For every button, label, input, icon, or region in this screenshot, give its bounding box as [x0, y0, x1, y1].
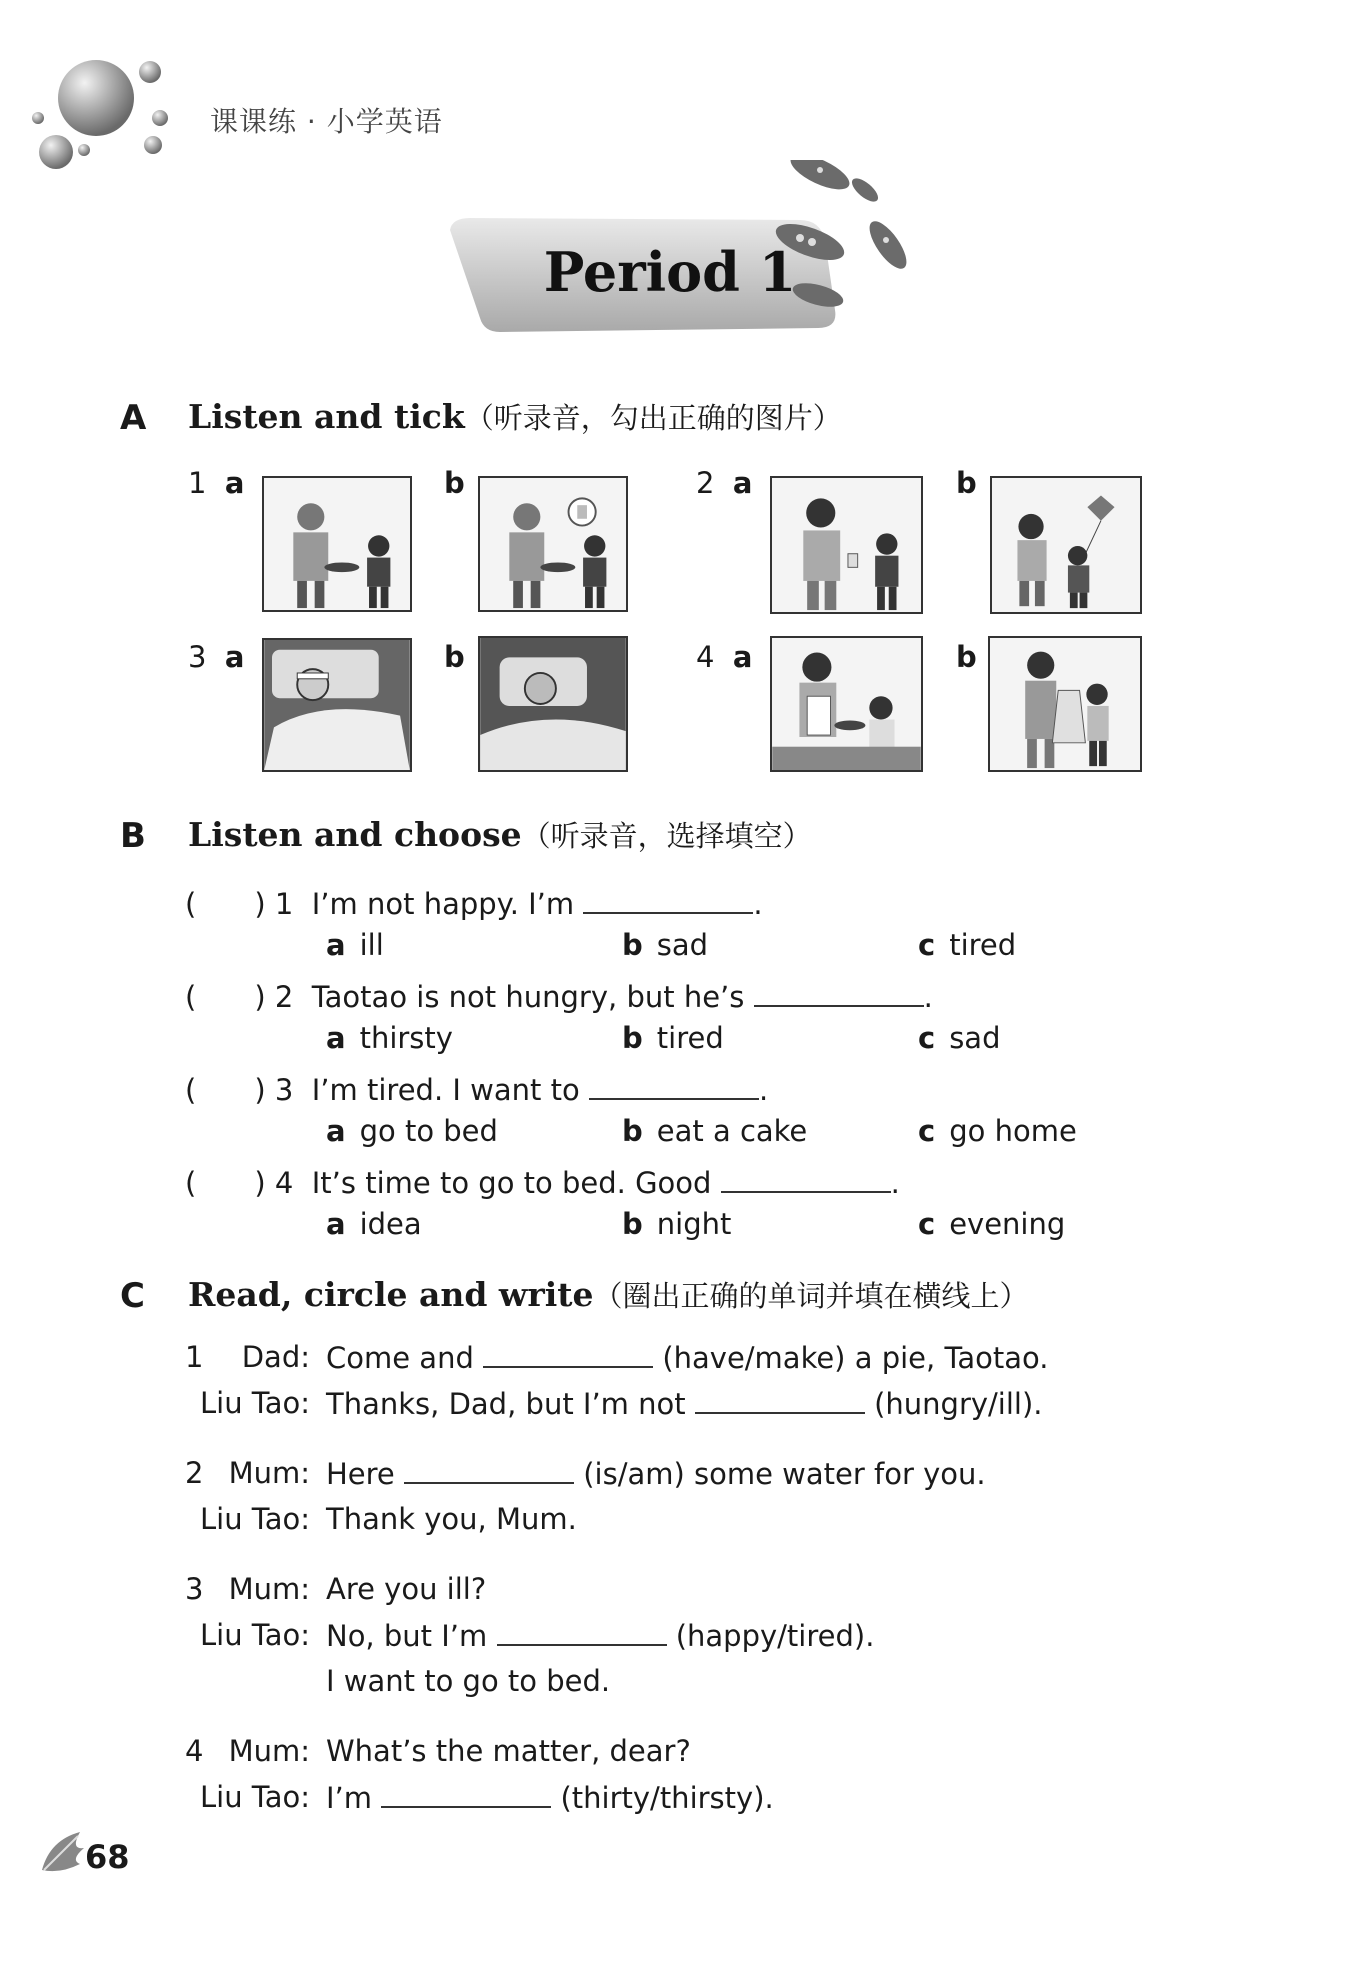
dialogue-line: No, but I’m (happy/tired). — [326, 1619, 875, 1653]
option-c[interactable]: c tired — [918, 928, 1017, 962]
page-number: 68 — [85, 1838, 130, 1876]
speaker: Mum: — [228, 1734, 310, 1768]
option-b[interactable]: b tired — [622, 1021, 724, 1055]
picture-1b[interactable] — [478, 476, 628, 612]
picture-4a[interactable] — [770, 636, 923, 772]
picture-2a[interactable] — [770, 476, 923, 614]
picture-4b[interactable] — [988, 636, 1142, 772]
dialogue-line: Come and (have/make) a pie, Taotao. — [326, 1341, 1049, 1375]
section-b-title-en: Listen and choose — [188, 815, 522, 854]
section-c-title-cn: （圈出正确的单词并填在横线上） — [593, 1279, 1029, 1313]
picture-3a[interactable] — [262, 638, 412, 772]
answer-blank[interactable] — [695, 1386, 865, 1414]
dialogue-3-number: 3 — [185, 1572, 204, 1606]
speaker: Mum: — [228, 1456, 310, 1490]
dialogue-line: Are you ill? — [326, 1572, 487, 1606]
option-label: b — [956, 466, 977, 500]
section-b-letter: B — [120, 816, 146, 856]
picture-3b[interactable] — [478, 636, 628, 772]
answer-blank[interactable] — [589, 1072, 759, 1100]
section-b-title-cn: （听录音，选择填空） — [521, 819, 812, 853]
page-title: Period 1 — [543, 240, 797, 304]
answer-blank[interactable] — [483, 1340, 653, 1368]
speaker: Liu Tao: — [200, 1386, 311, 1420]
section-a-title-en: Listen and tick — [188, 397, 465, 436]
option-c[interactable]: c evening — [918, 1207, 1066, 1241]
option-c[interactable]: c go home — [918, 1114, 1077, 1148]
bubbles-decoration — [28, 50, 178, 180]
dialogue-line: I want to go to bed. — [326, 1664, 611, 1698]
answer-blank[interactable] — [497, 1618, 667, 1646]
speaker: Mum: — [228, 1572, 310, 1606]
answer-blank[interactable] — [381, 1780, 551, 1808]
picture-1a[interactable] — [262, 476, 412, 612]
option-b[interactable]: b night — [622, 1207, 732, 1241]
dialogue-4-number: 4 — [185, 1734, 204, 1768]
question-2: ( ) 2 Taotao is not hungry, but he’s . — [185, 980, 933, 1014]
item-number: 2 a — [696, 466, 753, 500]
option-c[interactable]: c sad — [918, 1021, 1001, 1055]
section-a-title-cn: （听录音，勾出正确的图片） — [464, 401, 842, 435]
section-a-letter: A — [120, 398, 147, 438]
dialogue-line: I’m (thirty/thirsty). — [326, 1781, 774, 1815]
question-4: ( ) 4 It’s time to go to bed. Good . — [185, 1166, 900, 1200]
dialogue-line: What’s the matter, dear? — [326, 1734, 691, 1768]
option-b[interactable]: b eat a cake — [622, 1114, 808, 1148]
dialogue-line: Thank you, Mum. — [326, 1502, 577, 1536]
question-1: ( ) 1 I’m not happy. I’m . — [185, 887, 763, 921]
option-b[interactable]: b sad — [622, 928, 709, 962]
question-3: ( ) 3 I’m tired. I want to . — [185, 1073, 769, 1107]
picture-2b[interactable] — [990, 476, 1142, 614]
section-a-title — [188, 396, 842, 437]
header-text: 课课练 · 小学英语 — [210, 105, 443, 138]
option-label: b — [444, 640, 465, 674]
section-c-letter: C — [120, 1276, 145, 1316]
item-number: 3 a — [188, 640, 245, 674]
section-c-title-en: Read, circle and write — [188, 1275, 594, 1314]
item-number: 4 a — [696, 640, 753, 674]
dialogue-1-number: 1 — [185, 1340, 204, 1374]
speaker: Liu Tao: — [200, 1780, 311, 1814]
option-a[interactable]: a go to bed — [326, 1114, 498, 1148]
dialogue-line: Thanks, Dad, but I’m not (hungry/ill). — [326, 1387, 1043, 1421]
answer-blank[interactable] — [583, 886, 753, 914]
answer-blank[interactable] — [721, 1165, 891, 1193]
dialogue-2-number: 2 — [185, 1456, 204, 1490]
section-c-title — [188, 1274, 1029, 1315]
speaker: Liu Tao: — [200, 1502, 311, 1536]
item-number: 1 a — [188, 466, 245, 500]
speaker: Dad: — [241, 1340, 310, 1374]
option-a[interactable]: a ill — [326, 928, 384, 962]
section-b-title — [188, 814, 812, 855]
answer-blank[interactable] — [754, 979, 924, 1007]
option-label: b — [444, 466, 465, 500]
answer-blank[interactable] — [404, 1456, 574, 1484]
dialogue-line: Here (is/am) some water for you. — [326, 1457, 986, 1491]
speaker: Liu Tao: — [200, 1618, 311, 1652]
option-a[interactable]: a idea — [326, 1207, 422, 1241]
option-a[interactable]: a thirsty — [326, 1021, 453, 1055]
leaf-icon — [40, 1830, 88, 1874]
option-label: b — [956, 640, 977, 674]
